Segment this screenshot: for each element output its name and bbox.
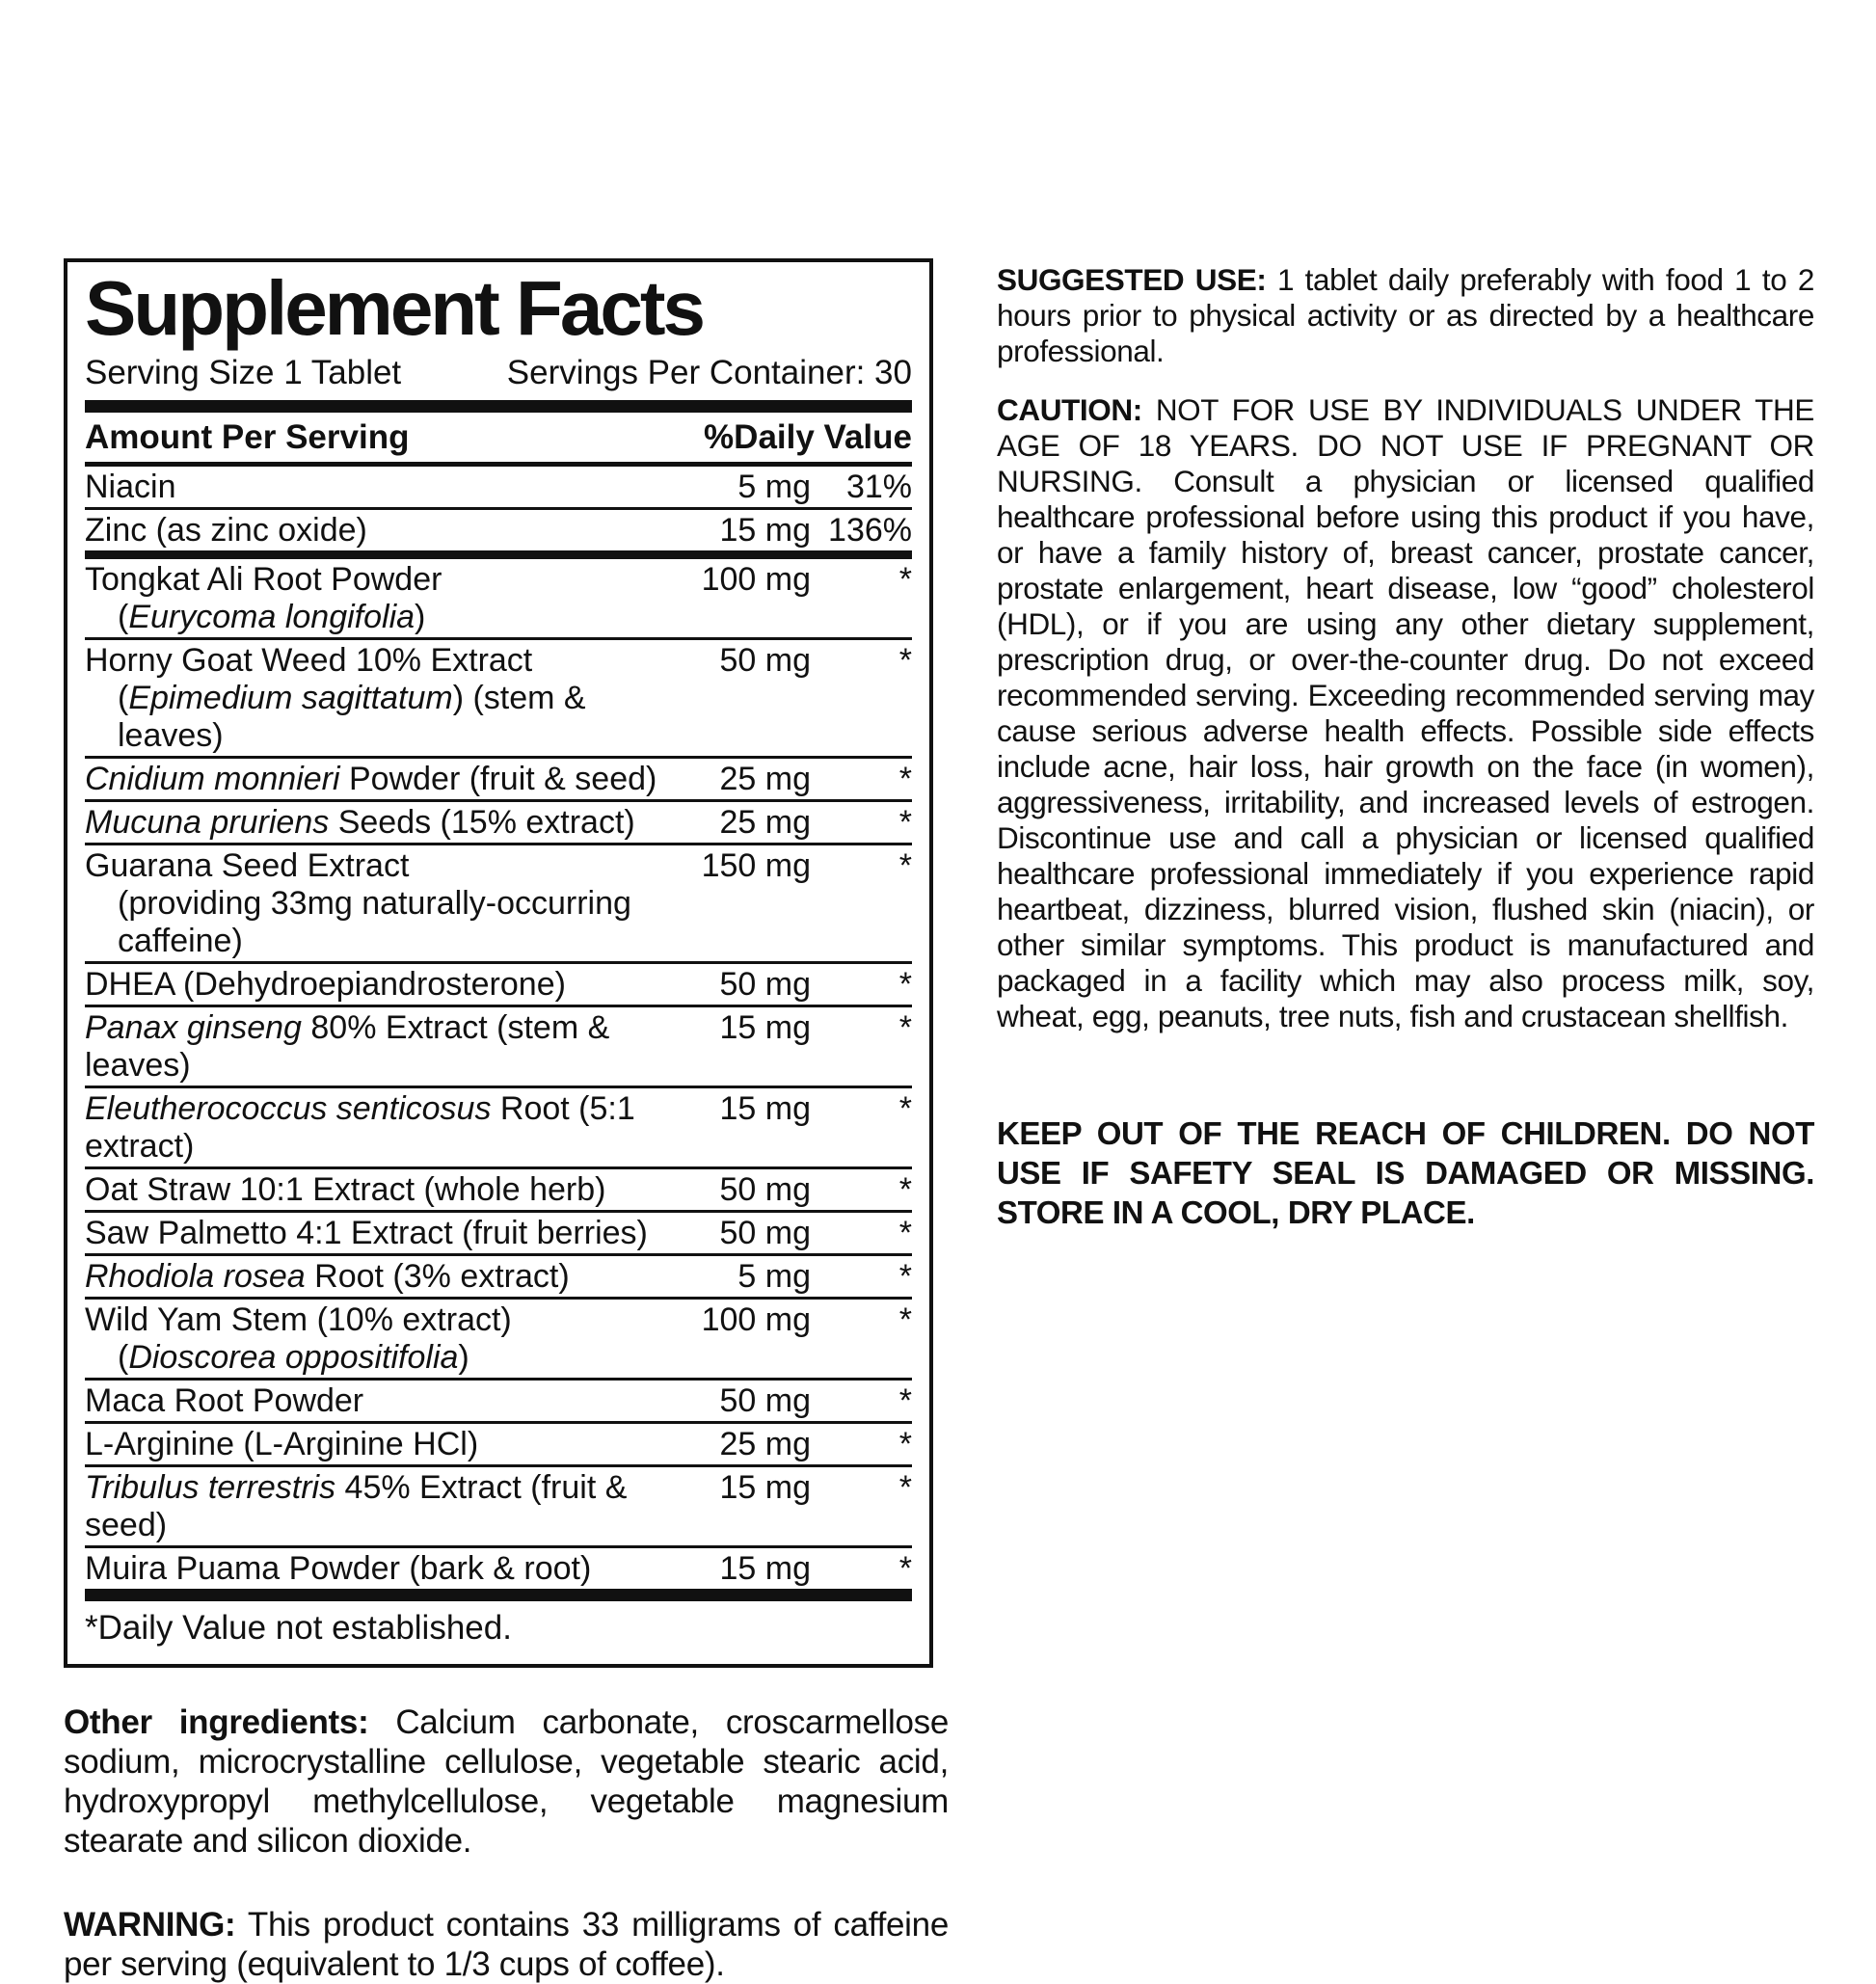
ingredient-daily-value: * — [898, 966, 912, 1004]
ingredient-name: Cnidium monnieri Powder (fruit & seed) — [85, 761, 657, 798]
ingredient-daily-value: * — [898, 1550, 912, 1588]
supplement-row — [85, 467, 912, 510]
amount-per-serving-header: Amount Per Serving — [85, 418, 410, 457]
divider-bar-bottom — [85, 1589, 912, 1601]
ingredient-amount: 50 mg — [719, 966, 811, 1004]
daily-value-footnote: *Daily Value not established. — [85, 1609, 512, 1648]
ingredient-amount: 15 mg — [719, 512, 811, 550]
ingredient-daily-value: * — [898, 642, 912, 680]
ingredient-daily-value: * — [898, 561, 912, 599]
divider-bar-top — [85, 400, 912, 413]
ingredient-amount: 25 mg — [719, 761, 811, 798]
ingredient-name: Tongkat Ali Root Powder (Eurycoma longifolia) — [85, 561, 442, 636]
daily-value-header: %Daily Value — [704, 418, 912, 457]
caution-text: NOT FOR USE BY INDIVIDUALS UNDER THE AGE OF 18 YEARS. DO NOT USE IF PREGNANT OR NURSING. Consult a physician or licensed qualified healthcare professional before using this product if you have, or have a family history of, breast cancer, prostate cancer, prostate enlargement, heart disease, low “good” cholesterol (HDL), or if you are using any other dietary supplement, prescription drug, or over-the-counter drug. Do not exceed recommended serving. Exceeding recommended serving may cause serious adverse health effects. Possible side effects include acne, hair loss, hair growth on the face (in women), aggressiveness, irritability, and increased levels of estrogen. Discontinue use and call a physician or licensed qualified healthcare professional immediately if you experience rapid heartbeat, dizziness, blurred vision, flushed skin (niacin), or other similar symptoms. This product is manufactured and packaged in a facility which may also process milk, soy, wheat, egg, peanuts, tree nuts, fish and crustacean shellfish. — [997, 392, 1814, 1033]
ingredient-name: Muira Puama Powder (bark & root) — [85, 1550, 592, 1588]
ingredient-name: Horny Goat Weed 10% Extract (Epimedium sagittatum) (stem & leaves) — [85, 642, 586, 755]
serving-size-label: Serving Size 1 Tablet — [85, 354, 402, 392]
ingredient-amount: 25 mg — [719, 1426, 811, 1463]
ingredient-name: Maca Root Powder — [85, 1382, 364, 1420]
serving-info-row — [85, 354, 912, 400]
ingredient-amount: 5 mg — [737, 469, 811, 506]
supplement-row — [85, 640, 912, 759]
warning-lead: WARNING: — [64, 1905, 236, 1944]
ingredient-amount: 15 mg — [719, 1009, 811, 1047]
ingredient-daily-value: * — [898, 1009, 912, 1047]
ingredient-name: Mucuna pruriens Seeds (15% extract) — [85, 804, 635, 842]
other-ingredients-lead: Other ingredients: — [64, 1702, 369, 1741]
supplement-row — [85, 802, 912, 845]
ingredient-name: L-Arginine (L-Arginine HCl) — [85, 1426, 479, 1463]
other-ingredients-paragraph — [64, 1702, 949, 1861]
supplement-row — [85, 1169, 912, 1213]
ingredient-amount: 15 mg — [719, 1090, 811, 1128]
supplement-rows — [85, 467, 912, 1589]
ingredient-name: Saw Palmetto 4:1 Extract (fruit berries) — [85, 1215, 648, 1252]
warning-paragraph — [64, 1905, 949, 1984]
supplement-row — [85, 845, 912, 964]
supplement-row — [85, 510, 912, 559]
ingredient-daily-value: * — [898, 1426, 912, 1463]
other-ingredients-text: Calcium carbonate, croscarmellose sodium, microcrystalline cellulose, vegetable stearic acid, hydroxypropyl methylcellulose, vegetable magnesium stearate and silicon dioxide. — [64, 1702, 949, 1860]
ingredient-daily-value: 136% — [828, 512, 912, 550]
ingredient-daily-value: 31% — [845, 469, 912, 506]
suggested-use-text: 1 tablet daily preferably with food 1 to 2 hours prior to physical activity or as directed by a healthcare professional. — [997, 262, 1814, 368]
ingredient-daily-value: * — [898, 847, 912, 885]
ingredient-amount: 100 mg — [701, 561, 811, 599]
ingredient-amount: 5 mg — [737, 1258, 811, 1296]
ingredient-name: Eleutherococcus senticosus Root (5:1 extract) — [85, 1090, 635, 1166]
ingredient-daily-value: * — [898, 1258, 912, 1296]
ingredient-amount: 150 mg — [701, 847, 811, 885]
supplement-row — [85, 1381, 912, 1424]
suggested-use-lead: SUGGESTED USE: — [997, 262, 1267, 297]
ingredient-daily-value: * — [898, 1215, 912, 1252]
ingredient-name: Wild Yam Stem (10% extract) (Dioscorea oppositifolia) — [85, 1301, 512, 1377]
ingredient-amount: 25 mg — [719, 804, 811, 842]
keep-out-paragraph: KEEP OUT OF THE REACH OF CHILDREN. DO NOT USE IF SAFETY SEAL IS DAMAGED OR MISSING. STORE IN A COOL, DRY PLACE. — [997, 1115, 1814, 1230]
ingredient-name: DHEA (Dehydroepiandrosterone) — [85, 966, 566, 1004]
supplement-row — [85, 1467, 912, 1548]
ingredient-amount: 15 mg — [719, 1550, 811, 1588]
ingredient-amount: 50 mg — [719, 1215, 811, 1252]
ingredient-daily-value: * — [898, 1469, 912, 1507]
ingredient-name: Tribulus terrestris 45% Extract (fruit & seed) — [85, 1469, 628, 1544]
warning-text: This product contains 33 milligrams of caffeine per serving (equivalent to 1/3 cups of coffee). — [64, 1905, 949, 1983]
ingredient-daily-value: * — [898, 1090, 912, 1128]
caution-lead: CAUTION: — [997, 392, 1142, 427]
ingredient-daily-value: * — [898, 761, 912, 798]
label-right-column — [997, 262, 1814, 1232]
supplement-row — [85, 1300, 912, 1381]
ingredient-amount: 100 mg — [701, 1301, 811, 1339]
supplement-row — [85, 964, 912, 1007]
supplement-row — [85, 1213, 912, 1256]
ingredient-name: Panax ginseng 80% Extract (stem & leaves) — [85, 1009, 610, 1085]
ingredient-name: Niacin — [85, 469, 176, 506]
ingredient-daily-value: * — [898, 1382, 912, 1420]
label-left-column — [64, 258, 951, 1984]
ingredient-name: Guarana Seed Extract (providing 33mg naturally-occurring caffeine) — [85, 847, 631, 960]
ingredient-name: Zinc (as zinc oxide) — [85, 512, 367, 550]
ingredient-amount: 15 mg — [719, 1469, 811, 1507]
ingredient-amount: 50 mg — [719, 1382, 811, 1420]
ingredient-daily-value: * — [898, 1301, 912, 1339]
supplement-row — [85, 1007, 912, 1088]
table-header-row — [85, 413, 912, 467]
supplement-facts-panel — [64, 258, 933, 1668]
supplement-facts-title: Supplement Facts — [85, 265, 704, 351]
supplement-row — [85, 1424, 912, 1467]
supplement-row — [85, 1256, 912, 1300]
ingredient-amount: 50 mg — [719, 642, 811, 680]
supplement-row — [85, 1088, 912, 1169]
ingredient-name: Oat Straw 10:1 Extract (whole herb) — [85, 1171, 606, 1209]
supplement-row — [85, 759, 912, 802]
ingredient-name: Rhodiola rosea Root (3% extract) — [85, 1258, 570, 1296]
suggested-use-paragraph — [997, 262, 1814, 369]
servings-per-container-label: Servings Per Container: 30 — [506, 354, 912, 392]
ingredient-daily-value: * — [898, 1171, 912, 1209]
supplement-row — [85, 1548, 912, 1589]
ingredient-amount: 50 mg — [719, 1171, 811, 1209]
supplement-row — [85, 559, 912, 640]
ingredient-daily-value: * — [898, 804, 912, 842]
caution-paragraph — [997, 392, 1814, 1034]
